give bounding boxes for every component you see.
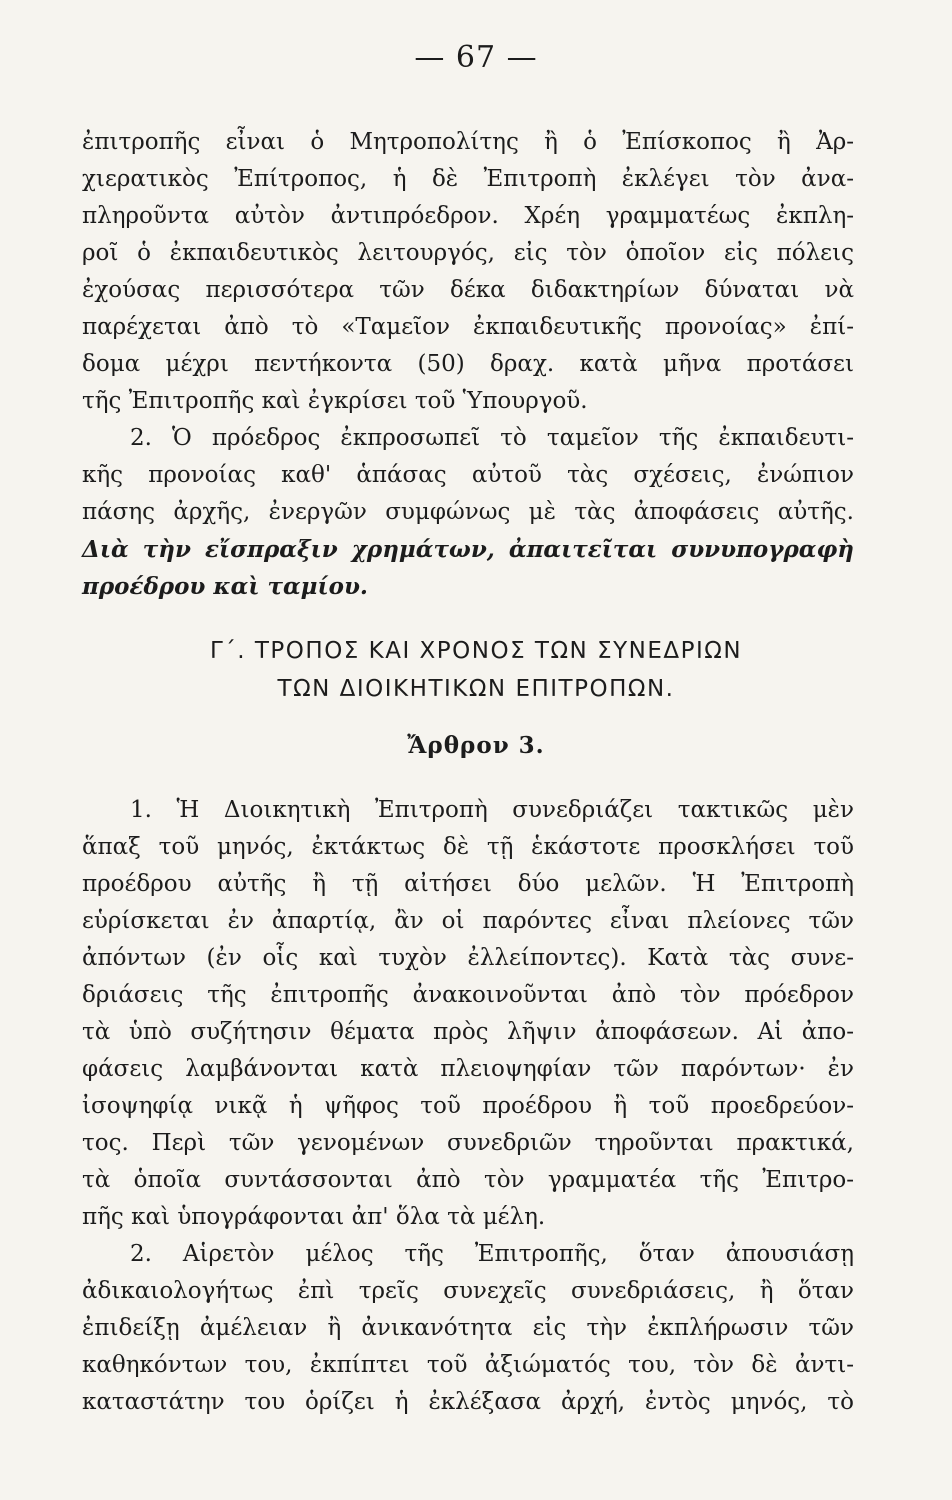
text-line: ἀδικαιολογήτως ἐπὶ τρεῖς συνεχεῖς συνεδριάσεις, ἢ ὅταν	[82, 1278, 854, 1304]
text-line: 1. Ἡ Διοικητικὴ Ἐπιτροπὴ συνεδριάζει τακτικῶς μὲν	[130, 797, 854, 823]
text-line: ἐπιτροπῆς εἶναι ὁ Μητροπολίτης ἢ ὁ Ἐπίσκοπος ἢ Ἀρ-	[82, 129, 854, 155]
section-heading-line-2: ΤΩΝ ΔΙΟΙΚΗΤΙΚΩΝ ΕΠΙΤΡΟΠΩΝ.	[277, 676, 675, 702]
emphasis-line: Διὰ τὴν εἴσπραξιν χρημάτων, ἀπαιτεῖται συνυπογραφὴ	[82, 536, 854, 563]
text-line: κῆς προνοίας καθ' ἁπάσας αὐτοῦ τὰς σχέσεις, ἐνώπιον	[82, 462, 854, 488]
text-line: παρέχεται ἀπὸ τὸ «Ταμεῖον ἐκπαιδευτικῆς προνοίας» ἐπί-	[82, 314, 854, 340]
page-number: — 67 —	[414, 40, 538, 75]
emphasis-line: προέδρου καὶ ταμίου.	[82, 573, 368, 600]
text-line: ἰσοψηφίᾳ νικᾷ ἡ ψῆφος τοῦ προέδρου ἢ τοῦ προεδρεύον-	[82, 1093, 854, 1119]
text-line: δομα μέχρι πεντήκοντα (50) δραχ. κατὰ μῆνα προτάσει	[82, 351, 854, 377]
article-title: Ἄρθρον 3.	[407, 732, 545, 759]
text-line: τὰ ὁποῖα συντάσσονται ἀπὸ τὸν γραμματέα τῆς Ἐπιτρο-	[82, 1167, 854, 1193]
text-line: πάσης ἀρχῆς, ἐνεργῶν συμφώνως μὲ τὰς ἀποφάσεις αὐτῆς.	[82, 499, 854, 525]
text-line: ἀπόντων (ἐν οἷς καὶ τυχὸν ἐλλείποντες). Κατὰ τὰς συνε-	[82, 945, 854, 971]
text-line: καθηκόντων του, ἐκπίπτει τοῦ ἀξιώματός του, τὸν δὲ ἀντι-	[82, 1352, 854, 1378]
section-heading-line-1: Γ΄. ΤΡΟΠΟΣ ΚΑΙ ΧΡΟΝΟΣ ΤΩΝ ΣΥΝΕΔΡΙΩΝ	[209, 638, 743, 664]
text-line: εὑρίσκεται ἐν ἀπαρτίᾳ, ἂν οἱ παρόντες εἶναι πλείονες τῶν	[82, 908, 854, 934]
text-line: ἐχούσας περισσότερα τῶν δέκα διδακτηρίων δύναται νὰ	[82, 277, 854, 303]
text-line: καταστάτην του ὁρίζει ἡ ἐκλέξασα ἀρχή, ἐντὸς μηνός, τὸ	[82, 1389, 854, 1415]
text-line: φάσεις λαμβάνονται κατὰ πλειοψηφίαν τῶν παρόντων· ἐν	[82, 1056, 854, 1082]
text-line: τος. Περὶ τῶν γενομένων συνεδριῶν τηροῦνται πρακτικά,	[82, 1130, 854, 1156]
text-line: ροῖ ὁ ἐκπαιδευτικὸς λειτουργός, εἰς τὸν ὁποῖον εἰς πόλεις	[82, 240, 854, 266]
text-line: πῆς καὶ ὑπογράφονται ἀπ' ὅλα τὰ μέλη.	[82, 1204, 546, 1230]
text-line: ἐπιδείξῃ ἀμέλειαν ἢ ἀνικανότητα εἰς τὴν ἐκπλήρωσιν τῶν	[82, 1315, 854, 1341]
text-line: πληροῦντα αὐτὸν ἀντιπρόεδρον. Χρέη γραμματέως ἐκπλη-	[82, 203, 854, 229]
paragraph-continuation	[82, 124, 854, 605]
text-line: 2. Αἱρετὸν μέλος τῆς Ἐπιτροπῆς, ὅταν ἀπουσιάσῃ	[130, 1241, 854, 1267]
text-line: χιερατικὸς Ἐπίτροπος, ἡ δὲ Ἐπιτροπὴ ἐκλέγει τὸν ἀνα-	[82, 166, 854, 192]
text-line: τὰ ὑπὸ συζήτησιν θέματα πρὸς λῆψιν ἀποφάσεων. Αἱ ἀπο-	[82, 1019, 854, 1045]
text-line: προέδρου αὐτῆς ἢ τῇ αἰτήσει δύο μελῶν. Ἡ Ἐπιτροπὴ	[82, 871, 854, 897]
text-line: τῆς Ἐπιτροπῆς καὶ ἐγκρίσει τοῦ Ὑπουργοῦ.	[82, 388, 588, 414]
text-line: δριάσεις τῆς ἐπιτροπῆς ἀνακοινοῦνται ἀπὸ τὸν πρόεδρον	[82, 982, 854, 1008]
article-paragraph-1	[82, 792, 854, 1421]
paragraph-2-first-line: 2. Ὁ πρόεδρος ἐκπροσωπεῖ τὸ ταμεῖον τῆς ἐκπαιδευτι-	[130, 425, 854, 451]
text-line: ἅπαξ τοῦ μηνός, ἐκτάκτως δὲ τῇ ἑκάστοτε προσκλήσει τοῦ	[82, 834, 854, 860]
